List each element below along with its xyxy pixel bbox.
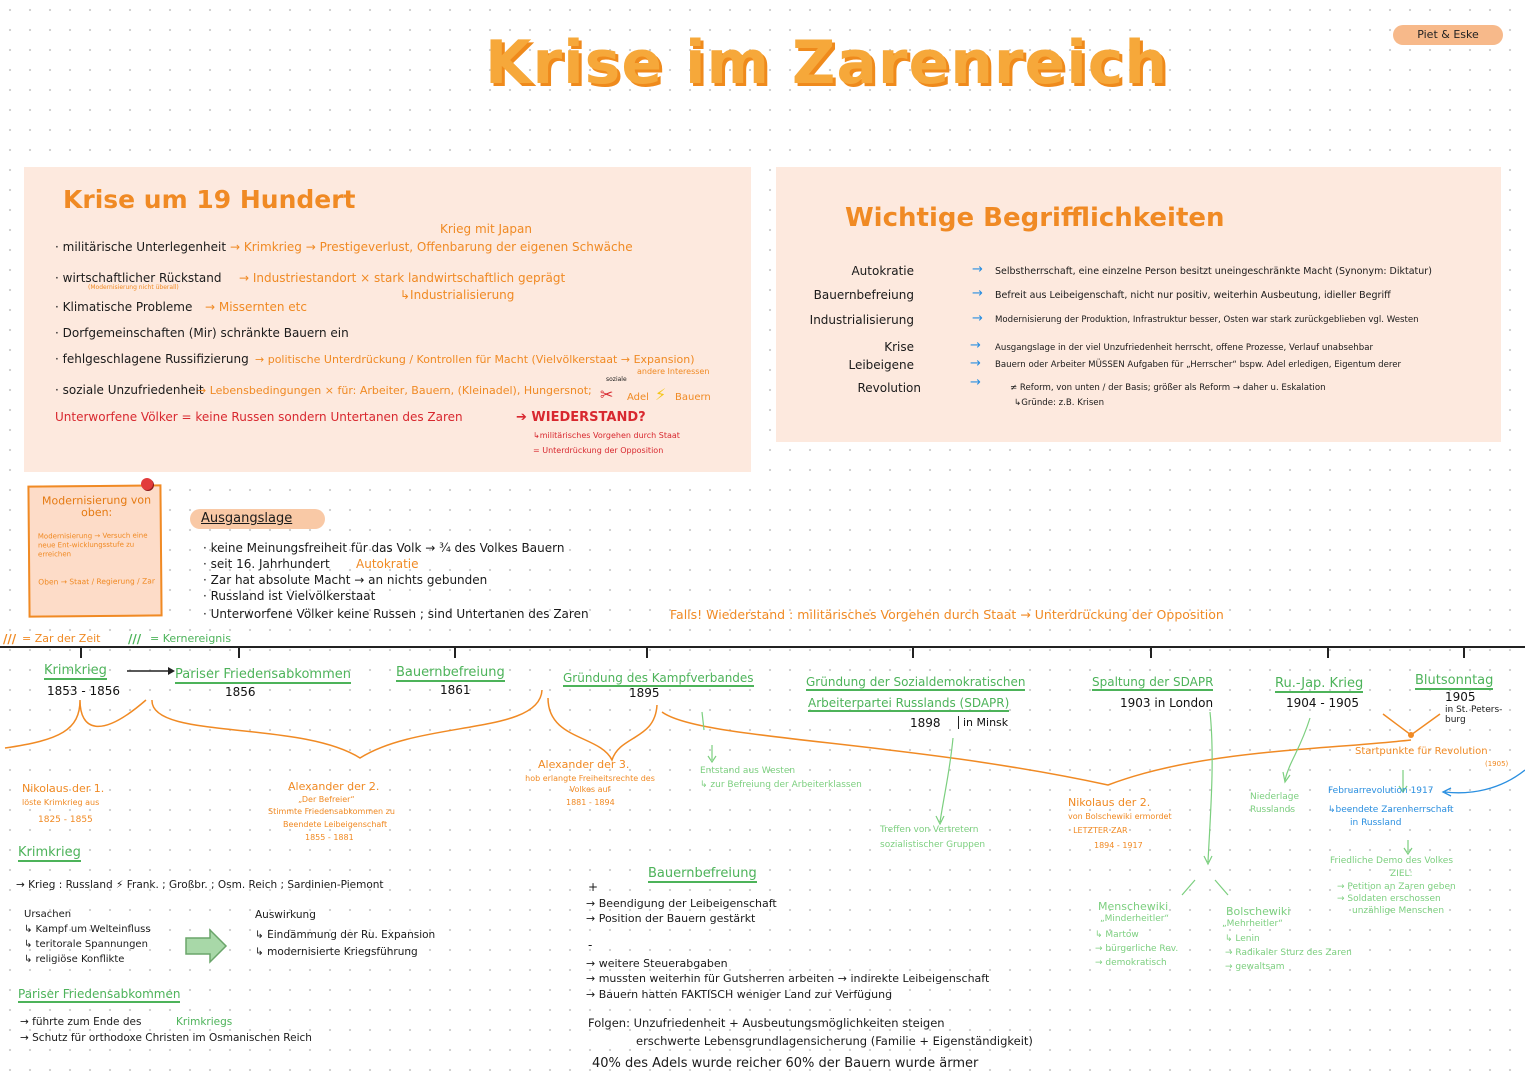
- faction-line: → Radikaler Sturz des Zaren: [1225, 948, 1352, 958]
- faction-line: ↳ Martow: [1095, 930, 1139, 940]
- krimkrieg-line: → Krieg : Russland ⚡ Frank. ; Großbr. ; Osm. Reich ; Sardinien-Piemont: [16, 879, 384, 891]
- note: Entstand aus Westen: [700, 766, 796, 776]
- event-date: 1895: [629, 686, 660, 700]
- note: ↳ zur Befreiung der Arbeiterklassen: [700, 780, 862, 790]
- event-title: Bauernbefreiung: [396, 665, 505, 680]
- paris-line: → Schutz für orthodoxe Christen im Osmanischen Reich: [20, 1032, 312, 1044]
- crisis-item-label: · Klimatische Probleme: [55, 300, 193, 314]
- term-label: Leibeigene: [848, 358, 914, 372]
- event-title: Spaltung der SDAPR: [1092, 675, 1214, 689]
- green-marker-icon: ///: [128, 632, 142, 646]
- ausgangslage-heading: Ausgangslage: [201, 511, 293, 526]
- legend-key-event: = Kernereignis: [150, 632, 232, 645]
- cause-item: ↳ teritorale Spannungen: [24, 939, 148, 950]
- tsar-name: Alexander der 2.: [288, 780, 380, 793]
- orange-marker-icon: ///: [3, 632, 17, 646]
- event-date: 1904 - 1905: [1286, 696, 1360, 710]
- faction-line: → bürgerliche Rev.: [1095, 944, 1179, 954]
- note: Treffen von Vertretern: [880, 825, 979, 835]
- japan-note: Krieg mit Japan: [440, 222, 532, 236]
- ausgangslage-item: · Zar hat absolute Macht → an nichts gebunden: [203, 573, 488, 587]
- tsar-desc: löste Krimkrieg aus: [22, 798, 100, 807]
- befreiung-neg: → Bauern hatten FAKTISCH weniger Land zur Verfügung: [586, 988, 893, 1001]
- section-heading: Pariser Friedensabkommen: [18, 987, 181, 1001]
- tsar-name: Alexander der 3.: [538, 758, 630, 771]
- crisis-item-detail: → Missernten etc: [205, 300, 307, 314]
- event-title: Gründung des Kampfverbandes: [563, 671, 754, 685]
- faction-title: Bolschewiki: [1226, 905, 1291, 918]
- term-definition: Modernisierung der Produktion, Infrastruktur besser, Osten war stark zurückgeblieben vgl. Westen: [995, 315, 1419, 325]
- tsar-desc: Beendete Leibeigenschaft: [283, 820, 388, 829]
- tsar-years: 1881 - 1894: [566, 798, 615, 807]
- folgen-line: 40% des Adels wurde reicher 60% der Bauern wurde ärmer: [592, 1056, 979, 1071]
- event-title: Gründung der Sozialdemokratischen: [806, 675, 1026, 689]
- tsar-years: 1894 - 1917: [1094, 841, 1143, 850]
- plus-label: +: [588, 880, 599, 894]
- ausgangslage-item: · Russland ist Vielvölkerstaat: [203, 589, 376, 603]
- tsar-years: 1855 - 1881: [305, 833, 354, 842]
- befreiung-neg: → mussten weiterhin für Gutsherren arbeiten → indirekte Leibeigenschaft: [586, 972, 990, 985]
- resistance-label: ➔ WIEDERSTAND?: [516, 410, 646, 425]
- crisis-item-label: · soziale Unzufriedenheit: [55, 383, 204, 397]
- crisis-item-tiny: (Modernisierung nicht überall): [88, 284, 179, 291]
- event-date: 1905: [1445, 690, 1476, 704]
- resistance-note: = Unterdrückung der Opposition: [533, 446, 664, 455]
- crisis-heading: Krise um 19 Hundert: [63, 185, 356, 214]
- note: Niederlage: [1250, 792, 1299, 802]
- befreiung-pos: → Beendigung der Leibeigenschaft: [586, 897, 777, 910]
- tsar-name: Nikolaus der 2.: [1068, 796, 1151, 809]
- folgen-line: erschwerte Lebensgrundlagensicherung (Familie + Eigenständigkeit): [636, 1034, 1033, 1048]
- tsar-desc: hob erlangte Freiheitsrechte des Volkes auf: [525, 774, 655, 794]
- event-title-line2: Arbeiterpartei Russlands (SDAPR): [808, 696, 1010, 710]
- event-place: in Minsk: [958, 716, 1008, 729]
- event-title: Pariser Friedensabkommen: [175, 667, 351, 682]
- note: in Russland: [1350, 818, 1402, 828]
- note: unzählige Menschen: [1352, 906, 1445, 916]
- term-label: Industrialisierung: [809, 313, 914, 327]
- faction-title: Menschewiki: [1098, 900, 1169, 913]
- crisis-item-sub: andere Interessen: [637, 367, 710, 376]
- note: sozialistischer Gruppen: [880, 840, 986, 850]
- arrow-icon: →: [972, 262, 983, 277]
- event-title: Krimkrieg: [44, 663, 107, 678]
- tsar-desc: von Bolschewiki ermordet: [1068, 812, 1172, 821]
- ausgangslage-item: · seit 16. Jahrhundert: [203, 557, 330, 571]
- note: Februarrevolution 1917: [1328, 786, 1434, 796]
- effect-item: ↳ modernisierte Kriegsführung: [255, 946, 418, 958]
- minus-label: -: [588, 938, 593, 952]
- arrow-icon: →: [972, 286, 983, 301]
- event-date: 1853 - 1856: [47, 684, 121, 698]
- term-definition: Ausgangslage in der viel Unzufriedenheit herrscht, offene Prozesse, Verlauf unabsehbar: [995, 343, 1373, 353]
- term-definition: Befreit aus Leibeigenschaft, nicht nur positiv, weiterhin Ausbeutung, idieller Begriff: [995, 290, 1391, 301]
- note: Friedliche Demo des Volkes: [1330, 856, 1454, 866]
- ausgangslage-item: · Unterworfene Völker keine Russen ; sind Untertanen des Zaren: [203, 607, 589, 621]
- sticky-line: Modernisierung → Versuch eine neue Ent-wicklungsstufe zu erreichen: [37, 531, 148, 559]
- arrow-icon: →: [972, 311, 983, 326]
- tsar-desc: · LETZTER ZAR: [1068, 826, 1128, 835]
- term-label: Revolution: [857, 381, 921, 395]
- bauern-label: Bauern: [675, 392, 711, 403]
- cause-item: ↳ Kampf um Welteinfluss: [24, 924, 151, 935]
- social-tiny: soziale: [606, 376, 627, 383]
- term-definition: Bauern oder Arbeiter MÜSSEN Aufgaben für „Herrscher“ bspw. Adel erledigen, Eigentum derer: [995, 360, 1402, 370]
- term-definition: ≠ Reform, von unten / der Basis; größer als Reform → daher u. Eskalation: [1010, 383, 1326, 393]
- causes-label: Ursachen: [24, 909, 72, 920]
- cause-item: ↳ religiöse Konflikte: [24, 954, 125, 965]
- tsar-desc: „Der Befreier“: [298, 795, 355, 804]
- scissors-icon: ✂: [600, 385, 614, 404]
- faction-line: → demokratisch: [1095, 958, 1167, 968]
- event-date: 1903 in London: [1120, 696, 1214, 710]
- faction-line: → gewaltsam: [1225, 962, 1285, 972]
- crisis-item-detail: → Industriestandort × stark landwirtschaftlich geprägt: [239, 271, 566, 285]
- falls-line: Falls! Wiederstand : militärisches Vorgehen durch Staat → Unterdrückung der Opposition: [670, 607, 1224, 622]
- lightning-icon: ⚡: [655, 385, 667, 404]
- faction-line: ↳ Lenin: [1225, 934, 1260, 944]
- note: → Soldaten erschossen: [1337, 894, 1441, 904]
- term-definition: Selbstherrschaft, eine einzelne Person besitzt uneingeschränkte Macht (Synonym: Diktatur): [995, 266, 1432, 277]
- crisis-item-label: · militärische Unterlegenheit: [55, 240, 227, 254]
- crisis-item-label: · fehlgeschlagene Russifizierung: [55, 352, 249, 366]
- term-label: Autokratie: [851, 264, 914, 278]
- paris-krimkrieg: Krimkriegs: [176, 1016, 233, 1028]
- effect-label: Auswirkung: [255, 909, 316, 921]
- arrow-icon: →: [970, 338, 981, 353]
- sticky-title: Modernisierung von oben:: [41, 493, 152, 520]
- crisis-item-sub: ↳Industrialisierung: [400, 288, 515, 302]
- sticky-line: Oben → Staat / Regierung / Zar: [38, 576, 155, 587]
- faction-sub: „Mehrheitler“: [1222, 919, 1283, 929]
- note: ZIEL:: [1390, 869, 1413, 879]
- event-title: Ru.-Jap. Krieg: [1275, 676, 1364, 691]
- event-date: 1898: [910, 716, 941, 730]
- arrow-icon: →: [970, 375, 981, 390]
- adel-label: Adel: [627, 392, 649, 403]
- note: ↳beendete Zarenherrschaft: [1328, 805, 1454, 815]
- crisis-item-label: · Dorfgemeinschaften (Mir) schränkte Bauern ein: [55, 326, 349, 340]
- term-label: Krise: [884, 340, 914, 354]
- autokratie-label: Autokratie: [356, 557, 419, 571]
- crisis-item-detail: → Lebensbedingungen × für: Arbeiter, Bauern, (Kleinadel), Hungersnot;: [197, 384, 592, 397]
- terms-heading: Wichtige Begrifflichkeiten: [845, 203, 1225, 233]
- section-heading: Krimkrieg: [18, 845, 81, 860]
- befreiung-pos: → Position der Bauern gestärkt: [586, 912, 756, 925]
- effect-item: ↳ Eindämmung der Ru. Expansion: [255, 929, 436, 941]
- event-title: Blutsonntag: [1415, 673, 1494, 688]
- crisis-item-label: · wirtschaftlicher Rückstand: [55, 271, 222, 285]
- event-date: 1856: [225, 685, 256, 699]
- resistance-note: ↳militärisches Vorgehen durch Staat: [533, 431, 680, 440]
- author-badge: Piet & Eske: [1393, 25, 1503, 45]
- event-date: 1861: [440, 683, 471, 697]
- legend-tsar: = Zar der Zeit: [22, 632, 101, 645]
- note: (1905): [1485, 760, 1509, 768]
- term-sub: ↳Gründe: z.B. Krisen: [1014, 398, 1105, 408]
- ausgangslage-item: · keine Meinungsfreiheit für das Volk → ¾ des Volkes Bauern: [203, 541, 565, 555]
- note: Russlands: [1250, 805, 1296, 815]
- note: Startpunkte für Revolution: [1355, 746, 1488, 757]
- crisis-item-detail: → politische Unterdrückung / Kontrollen für Macht (Vielvölkerstaat → Expansion): [255, 353, 695, 366]
- arrow-icon: →: [970, 356, 981, 371]
- tsar-years: 1825 - 1855: [38, 815, 93, 825]
- note: → Petition an Zaren geben: [1337, 882, 1456, 892]
- befreiung-neg: → weitere Steuerabgaben: [586, 957, 728, 970]
- paris-line: → führte zum Ende des: [20, 1016, 142, 1028]
- section-heading: Bauernbefreiung: [648, 866, 757, 881]
- page-title: Krise im Zarenreich: [485, 28, 1169, 98]
- folgen-line: Folgen: Unzufriedenheit + Ausbeutungsmöglichkeiten steigen: [588, 1016, 945, 1030]
- crisis-item-detail: → Krimkrieg → Prestigeverlust, Offenbarung der eigenen Schwäche: [230, 240, 633, 254]
- event-place: in St. Peters-burg: [1445, 705, 1503, 725]
- tsar-desc: Stimmte Friedensabkommen zu: [268, 807, 395, 816]
- faction-sub: „Minderheitler“: [1100, 914, 1170, 924]
- subjugated-line: Unterworfene Völker = keine Russen sondern Untertanen des Zaren: [55, 410, 463, 424]
- term-label: Bauernbefreiung: [813, 288, 914, 302]
- tsar-name: Nikolaus der 1.: [22, 782, 105, 795]
